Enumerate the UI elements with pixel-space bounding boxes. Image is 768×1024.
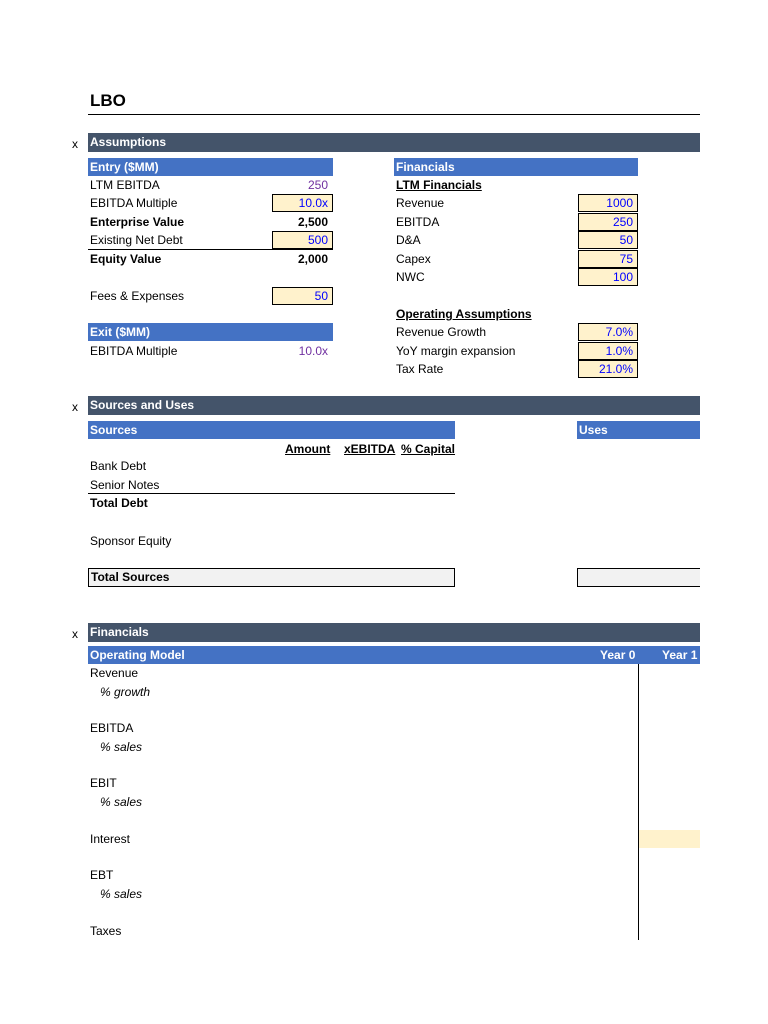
row-interest: Interest	[90, 832, 131, 846]
ltm-financials-header: LTM Financials	[396, 178, 482, 192]
page-title: LBO	[90, 91, 126, 110]
total-uses-box	[577, 568, 700, 587]
year-1-header: Year 1	[662, 648, 698, 662]
ltm-ebitda-fin-label: EBITDA	[396, 215, 440, 229]
margin-expansion-label: YoY margin expansion	[396, 344, 516, 358]
row-ebit: EBIT	[90, 776, 117, 790]
section-header-financials: Financials	[88, 623, 700, 642]
row-ebt: EBT	[90, 868, 114, 882]
section-header-assumptions: Assumptions	[88, 133, 700, 152]
col-xebitda: xEBITDA	[344, 442, 396, 456]
col-pct-capital: % Capital	[401, 442, 456, 456]
ltm-revenue-label: Revenue	[396, 196, 445, 210]
exit-multiple-label: EBITDA Multiple	[90, 344, 178, 358]
year-0-header: Year 0	[600, 648, 636, 662]
financials-header: Financials	[394, 158, 638, 176]
tax-rate-label: Tax Rate	[396, 362, 444, 376]
fees-input[interactable]: 50	[272, 287, 333, 305]
sponsor-equity-label: Sponsor Equity	[90, 534, 172, 548]
year-0-divider	[638, 664, 639, 940]
col-amount: Amount	[285, 442, 331, 456]
total-sources-box: Total Sources	[88, 568, 455, 587]
ltm-da-input[interactable]: 50	[578, 231, 638, 249]
senior-notes-label: Senior Notes	[90, 478, 160, 492]
title-underline	[88, 114, 700, 115]
ltm-nwc-label: NWC	[396, 270, 425, 284]
operating-assumptions-header: Operating Assumptions	[396, 307, 532, 321]
existing-net-debt-input[interactable]: 500	[272, 231, 333, 249]
existing-net-debt-label: Existing Net Debt	[90, 233, 183, 247]
interest-year-1-input[interactable]	[639, 830, 700, 848]
uses-header: Uses	[577, 421, 700, 439]
fees-label: Fees & Expenses	[90, 289, 185, 303]
row-taxes: Taxes	[90, 924, 122, 938]
operating-model-title: Operating Model	[90, 648, 185, 662]
collapse-toggle-assumptions[interactable]: x	[72, 137, 78, 151]
section-header-sources-uses: Sources and Uses	[88, 396, 700, 415]
row-revenue-growth: % growth	[100, 685, 151, 699]
tax-rate-input[interactable]: 21.0%	[578, 360, 638, 378]
row-ebitda: EBITDA	[90, 721, 134, 735]
ltm-da-label: D&A	[396, 233, 421, 247]
total-debt-label: Total Debt	[90, 496, 148, 510]
entry-header: Entry ($MM)	[88, 158, 333, 176]
sources-header: Sources	[88, 421, 455, 439]
ltm-ebitda-label: LTM EBITDA	[90, 178, 160, 192]
ltm-capex-label: Capex	[396, 252, 431, 266]
revenue-growth-input[interactable]: 7.0%	[578, 323, 638, 341]
row-revenue: Revenue	[90, 666, 139, 680]
ebitda-multiple-input[interactable]: 10.0x	[272, 194, 333, 212]
exit-header: Exit ($MM)	[88, 323, 333, 341]
equity-value-value: 2,000	[297, 252, 328, 266]
enterprise-value-label: Enterprise Value	[90, 215, 185, 229]
revenue-growth-label: Revenue Growth	[396, 325, 487, 339]
ltm-revenue-input[interactable]: 1000	[578, 194, 638, 212]
equity-value-label: Equity Value	[90, 252, 162, 266]
ltm-nwc-input[interactable]: 100	[578, 268, 638, 286]
exit-multiple-value: 10.0x	[298, 344, 328, 358]
row-ebitda-margin: % sales	[100, 740, 143, 754]
collapse-toggle-sources-uses[interactable]: x	[72, 400, 78, 414]
margin-expansion-input[interactable]: 1.0%	[578, 342, 638, 360]
ebitda-multiple-label: EBITDA Multiple	[90, 196, 178, 210]
row-ebit-margin: % sales	[100, 795, 143, 809]
collapse-toggle-financials[interactable]: x	[72, 627, 78, 641]
bank-debt-label: Bank Debt	[90, 459, 147, 473]
ltm-ebitda-fin-input[interactable]: 250	[578, 213, 638, 231]
row-ebt-margin: % sales	[100, 887, 143, 901]
ltm-ebitda-value: 250	[307, 178, 328, 192]
enterprise-value-value: 2,500	[297, 215, 328, 229]
ltm-capex-input[interactable]: 75	[578, 250, 638, 268]
